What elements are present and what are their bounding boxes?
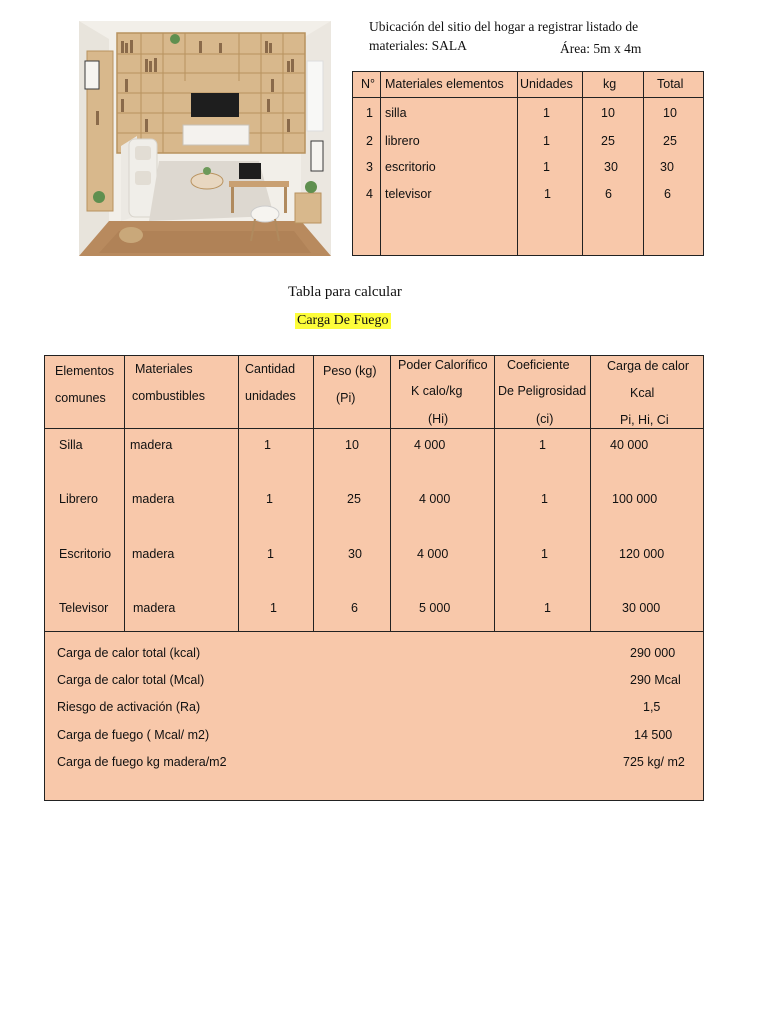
row-heat-load: 30 000 [622, 601, 661, 615]
header-calorific-line1: Poder Calorífico [398, 358, 488, 372]
row-total: 25 [663, 134, 677, 148]
area-label: Área: 5m x 4m [560, 41, 642, 56]
row-calorific: 5 000 [419, 601, 451, 615]
row-material: televisor [385, 187, 432, 201]
row-coefficient: 1 [541, 547, 548, 561]
row-calorific: 4 000 [414, 438, 446, 452]
header-units: Unidades [520, 77, 573, 91]
row-calorific: 4 000 [419, 492, 451, 506]
row-total: 10 [663, 106, 677, 120]
header-heat-load-line1: Carga de calor [607, 359, 689, 373]
header-kg: kg [603, 77, 617, 91]
row-kg: 10 [601, 106, 615, 120]
header-number: N° [361, 77, 376, 91]
materials-table [352, 71, 704, 256]
summary-label: Carga de fuego ( Mcal/ m2) [57, 728, 210, 742]
row-material: madera [130, 438, 173, 452]
header-coefficient-line1: Coeficiente [507, 358, 570, 372]
summary-label: Riesgo de activación (Ra) [57, 700, 201, 714]
header-total: Total [657, 77, 684, 91]
header-coefficient-line3: (ci) [536, 412, 554, 426]
row-total: 6 [664, 187, 671, 201]
row-number: 2 [366, 134, 373, 148]
header-heat-load-line3: Pi, Hi, Ci [620, 413, 669, 427]
row-weight: 10 [345, 438, 359, 452]
row-total: 30 [660, 160, 674, 174]
row-element: Escritorio [59, 547, 112, 561]
row-weight: 6 [351, 601, 358, 615]
row-coefficient: 1 [544, 601, 551, 615]
row-material: madera [133, 601, 176, 615]
header-quantity-line1: Cantidad [245, 362, 296, 376]
header-weight-line2: (Pi) [336, 391, 356, 405]
row-kg: 6 [605, 187, 612, 201]
row-material: madera [132, 492, 175, 506]
summary-label: Carga de fuego kg madera/m2 [57, 755, 227, 769]
summary-value: 1,5 [643, 700, 661, 714]
header-calorific-line2: K calo/kg [411, 384, 463, 398]
row-units: 1 [543, 160, 550, 174]
summary-label: Carga de calor total (Mcal) [57, 673, 205, 687]
row-coefficient: 1 [541, 492, 548, 506]
location-heading: Ubicación del sitio del hogar a registrar listado de [369, 19, 639, 34]
summary-value: 725 kg/ m2 [623, 755, 685, 769]
fire-load-title: Carga De Fuego [297, 313, 389, 328]
room-name-label: materiales: SALA [369, 38, 467, 53]
header-calorific-line3: (Hi) [428, 412, 449, 426]
row-heat-load: 100 000 [612, 492, 658, 506]
row-material: silla [385, 106, 407, 120]
row-element: Librero [59, 492, 98, 506]
fire-load-table [44, 355, 704, 801]
row-weight: 30 [348, 547, 362, 561]
row-weight: 25 [347, 492, 361, 506]
row-number: 1 [366, 106, 373, 120]
row-calorific: 4 000 [417, 547, 449, 561]
row-element: Silla [59, 438, 83, 452]
row-number: 3 [366, 160, 373, 174]
summary-value: 290 Mcal [630, 673, 681, 687]
row-number: 4 [366, 187, 373, 201]
row-units: 1 [544, 187, 551, 201]
header-coefficient-line2: De Peligrosidad [498, 384, 587, 398]
row-kg: 25 [601, 134, 615, 148]
row-units: 1 [543, 134, 550, 148]
header-elements-line1: Elementos [55, 364, 115, 378]
row-kg: 30 [604, 160, 618, 174]
row-material: escritorio [385, 160, 436, 174]
row-element: Televisor [59, 601, 109, 615]
header-materials: Materiales elementos [385, 77, 504, 91]
row-quantity: 1 [270, 601, 277, 615]
header-materials-line1: Materiales [135, 362, 193, 376]
summary-value: 14 500 [634, 728, 673, 742]
header-heat-load-line2: Kcal [630, 386, 655, 400]
row-quantity: 1 [264, 438, 271, 452]
row-units: 1 [543, 106, 550, 120]
row-coefficient: 1 [539, 438, 546, 452]
living-room-illustration [79, 21, 331, 256]
row-heat-load: 40 000 [610, 438, 649, 452]
summary-value: 290 000 [630, 646, 676, 660]
row-quantity: 1 [267, 547, 274, 561]
row-heat-load: 120 000 [619, 547, 665, 561]
summary-label: Carga de calor total (kcal) [57, 646, 201, 660]
header-materials-line2: combustibles [132, 389, 205, 403]
row-material: librero [385, 134, 420, 148]
row-quantity: 1 [266, 492, 273, 506]
header-elements-line2: comunes [55, 391, 106, 405]
row-material: madera [132, 547, 175, 561]
header-weight-line1: Peso (kg) [323, 364, 377, 378]
calc-table-title: Tabla para calcular [288, 284, 402, 300]
header-quantity-line2: unidades [245, 389, 296, 403]
